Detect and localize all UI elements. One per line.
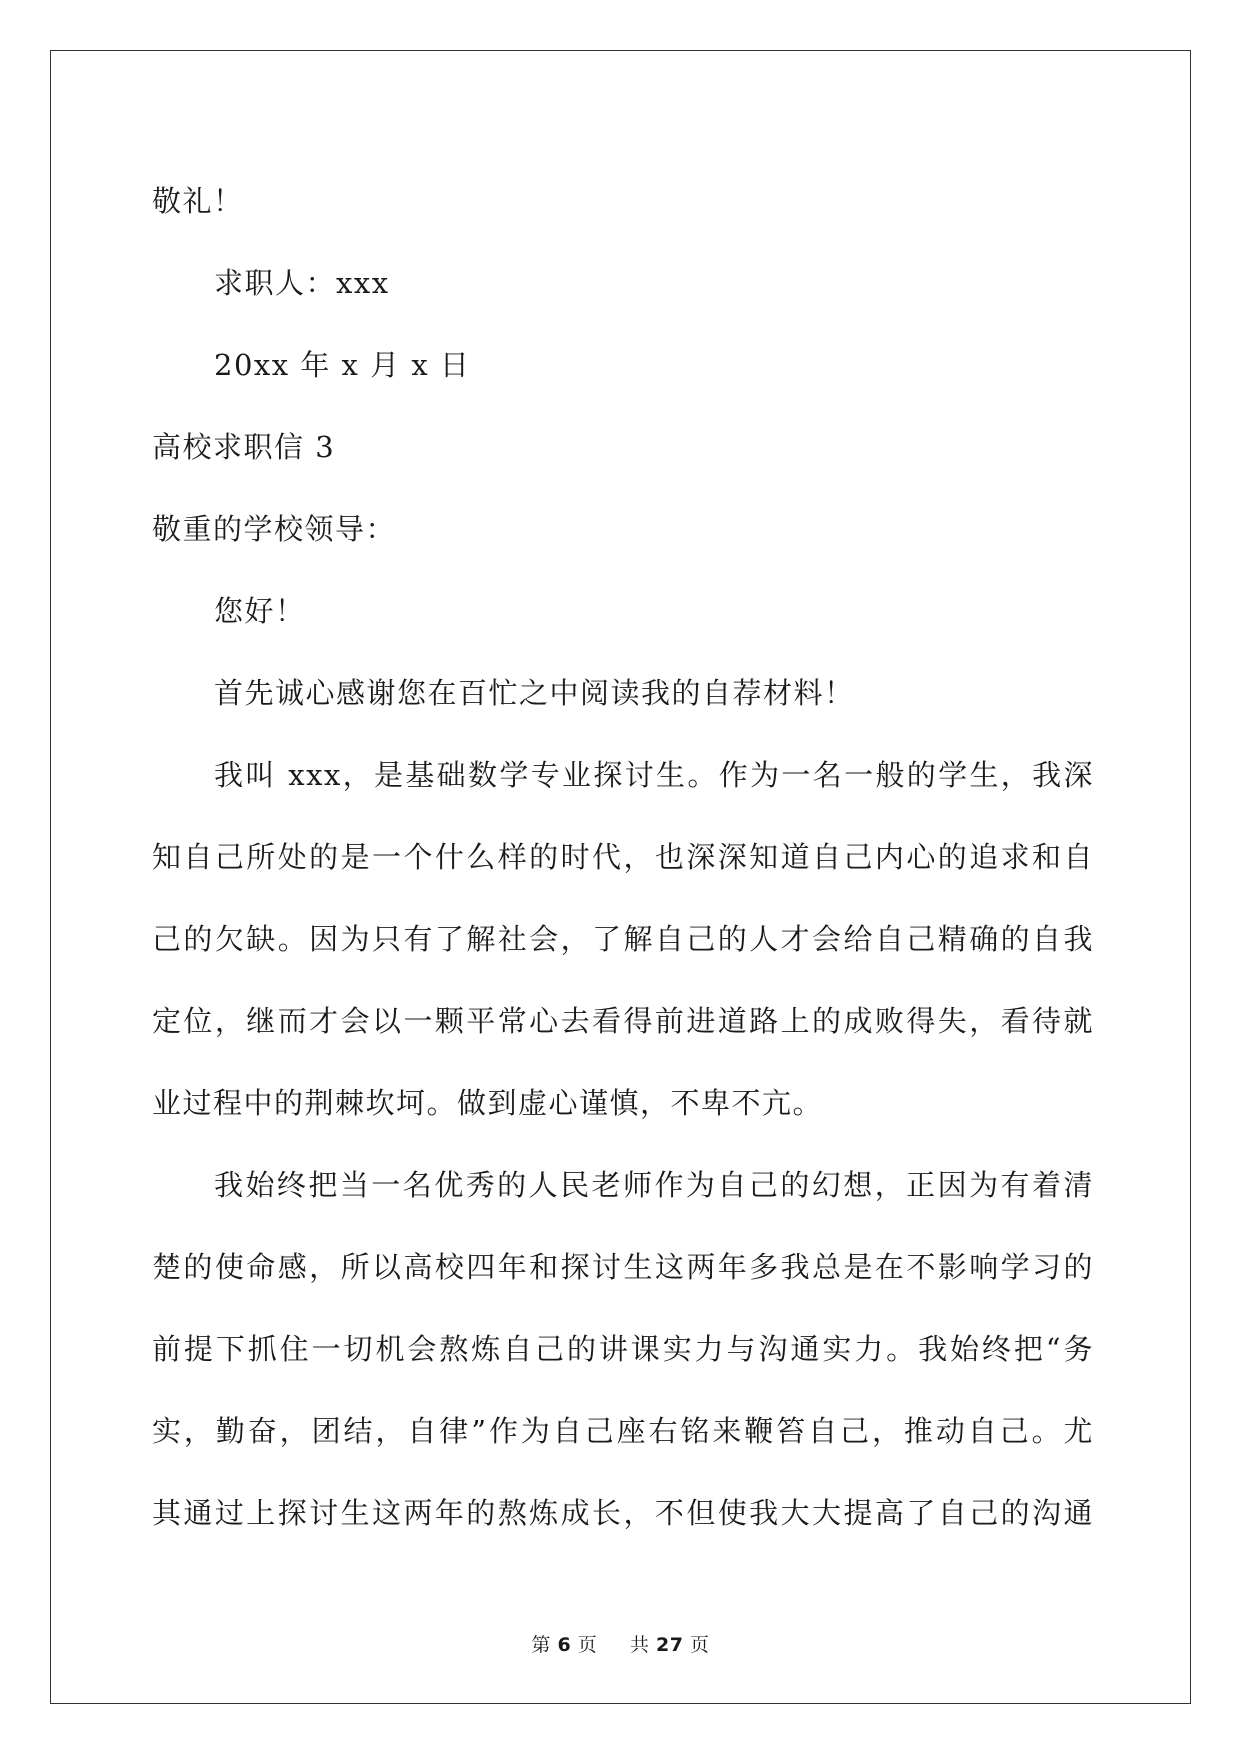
paragraph-line: 我叫 xxx，是基础数学专业探讨生。作为一名一般的学生，我深 — [214, 758, 1094, 792]
paragraph-line: 首先诚心感谢您在百忙之中阅读我的自荐材料！ — [214, 676, 855, 710]
paragraph-line: 业过程中的荆棘坎坷。做到虚心谨慎，不卑不亢。 — [152, 1086, 824, 1120]
paragraph-line: 定位，继而才会以一颗平常心去看得前进道路上的成败得失，看待就 — [152, 1004, 1094, 1038]
paragraph-line: 知自己所处的是一个什么样的时代，也深深知道自己内心的追求和自 — [152, 840, 1094, 874]
paragraph-line: 楚的使命感，所以高校四年和探讨生这两年多我总是在不影响学习的 — [152, 1250, 1094, 1284]
paragraph-line: 己的欠缺。因为只有了解社会，了解自己的人才会给自己精确的自我 — [152, 922, 1094, 956]
paragraph-line: 我始终把当一名优秀的人民老师作为自己的幻想，正因为有着清 — [214, 1168, 1094, 1202]
signature-applicant: 求职人：xxx — [214, 266, 390, 300]
closing-salutation: 敬礼！ — [152, 184, 244, 218]
letter-addressee: 敬重的学校领导： — [152, 512, 397, 546]
document-body — [152, 160, 1094, 1554]
paragraph-line: 其通过上探讨生这两年的熬炼成长，不但使我大大提高了自己的沟通 — [152, 1496, 1094, 1530]
page-suffix: 页 — [577, 1634, 598, 1656]
signature-date: 20xx 年 x 月 x 日 — [214, 348, 471, 382]
page-prefix: 第 — [531, 1634, 551, 1656]
total-pages: 27 — [656, 1634, 684, 1656]
total-suffix: 页 — [690, 1634, 710, 1656]
page-footer — [0, 1630, 1241, 1657]
paragraph-line: 实，勤奋，团结，自律”作为自己座右铭来鞭笞自己，推动自己。尤 — [152, 1414, 1094, 1448]
letter-greeting: 您好！ — [214, 594, 306, 628]
paragraph-line: 前提下抓住一切机会熬炼自己的讲课实力与沟通实力。我始终把“务 — [152, 1332, 1094, 1366]
letter-title: 高校求职信 3 — [152, 430, 336, 464]
total-prefix: 共 — [629, 1634, 650, 1656]
page-number: 6 — [557, 1634, 572, 1656]
